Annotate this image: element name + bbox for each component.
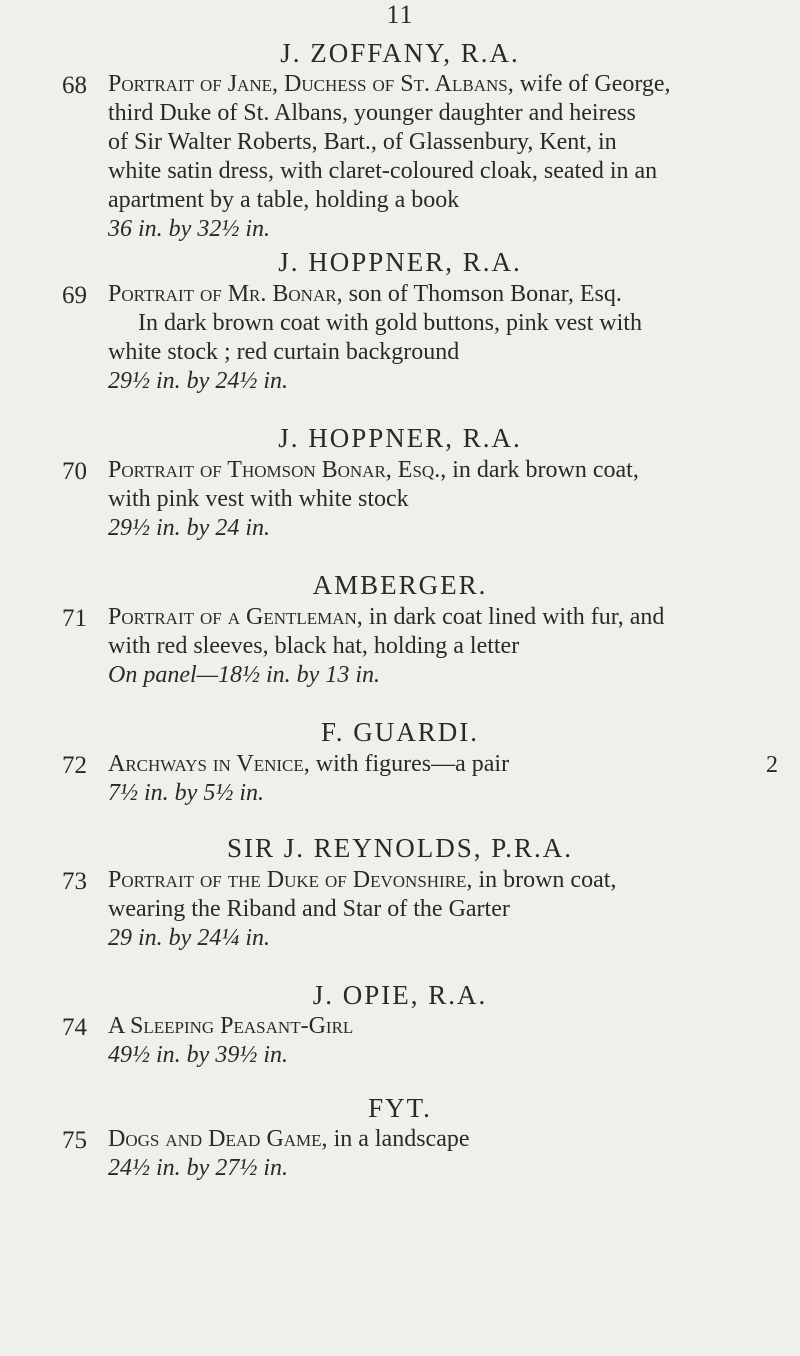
- dimensions: 24½ in. by 27½ in.: [108, 1155, 288, 1181]
- dimensions: 29½ in. by 24 in.: [108, 515, 270, 541]
- description-line: in a landscape: [333, 1126, 470, 1152]
- description-line: in dark coat lined with fur, and: [368, 604, 665, 630]
- page-number: 11: [386, 0, 414, 29]
- description-line: in dark brown coat,: [452, 457, 639, 483]
- lot-description: [108, 603, 780, 690]
- lot-description: [108, 1012, 780, 1070]
- lot-number: 72: [62, 752, 87, 779]
- description-line: white satin dress, with claret-coloured cloak, seated in an: [108, 158, 658, 184]
- description-line: with pink vest with white stock: [108, 486, 409, 512]
- lot-description: [108, 866, 780, 953]
- lot-number: 69: [62, 282, 87, 309]
- description-line: apartment by a table, holding a book: [108, 187, 460, 213]
- artist-heading: J. HOPPNER, R.A.: [278, 423, 522, 453]
- dimensions: 7½ in. by 5½ in.: [108, 780, 264, 806]
- description-line: of Sir Walter Roberts, Bart., of Glassenbury, Kent, in: [108, 129, 617, 155]
- artist-heading: FYT.: [368, 1093, 432, 1123]
- artist-heading: F. GUARDI.: [320, 717, 480, 747]
- dimensions: 36 in. by 32½ in.: [108, 216, 270, 242]
- artist-heading: AMBERGER.: [312, 570, 488, 600]
- description-line: wife of George,: [519, 71, 671, 97]
- description-line: son of Thomson Bonar, Esq.: [348, 281, 622, 307]
- description-line: third Duke of St. Albans, younger daughter and heiress: [108, 100, 636, 126]
- dimensions: 49½ in. by 39½ in.: [108, 1042, 288, 1068]
- lot-title: Portrait of Jane, Duchess of St. Albans,: [108, 71, 514, 97]
- lot-title: Portrait of a Gentleman,: [108, 604, 363, 630]
- lot-description: [108, 750, 780, 808]
- artist-heading: J. ZOFFANY, R.A.: [280, 38, 520, 68]
- lot-description: [108, 456, 780, 543]
- lot-description: [108, 70, 780, 244]
- lot-title: Portrait of Thomson Bonar, Esq.,: [108, 457, 447, 483]
- description-line: white stock ; red curtain background: [108, 339, 460, 365]
- artist-heading: J. OPIE, R.A.: [312, 980, 488, 1010]
- artist-heading: J. HOPPNER, R.A.: [278, 247, 522, 277]
- lot-title: A Sleeping Peasant-Girl: [108, 1013, 354, 1039]
- lot-description: [108, 280, 780, 396]
- lot-title: Dogs and Dead Game,: [108, 1126, 328, 1152]
- lot-number: 68: [62, 72, 87, 99]
- dimensions: 29½ in. by 24½ in.: [108, 368, 288, 394]
- lot-number: 73: [62, 868, 87, 895]
- description-line: with red sleeves, black hat, holding a letter: [108, 633, 520, 659]
- lot-description: [108, 1125, 780, 1183]
- description-line: wearing the Riband and Star of the Garter: [108, 896, 510, 922]
- description-line: in brown coat,: [478, 867, 617, 893]
- lot-number: 70: [62, 458, 87, 485]
- lot-number: 75: [62, 1127, 87, 1154]
- lot-title: Portrait of Mr. Bonar,: [108, 281, 343, 307]
- lot-quantity: 2: [766, 752, 778, 778]
- description-line: In dark brown coat with gold buttons, pink vest with: [138, 310, 642, 336]
- lot-title: Archways in Venice,: [108, 751, 310, 777]
- lot-title: Portrait of the Duke of Devonshire,: [108, 867, 473, 893]
- lot-number: 71: [62, 605, 87, 632]
- description-line: with figures—a pair: [315, 751, 510, 777]
- dimensions: 29 in. by 24¼ in.: [108, 925, 270, 951]
- artist-heading: SIR J. REYNOLDS, P.R.A.: [226, 833, 574, 863]
- dimensions: On panel—18½ in. by 13 in.: [108, 662, 380, 688]
- lot-number: 74: [62, 1014, 87, 1041]
